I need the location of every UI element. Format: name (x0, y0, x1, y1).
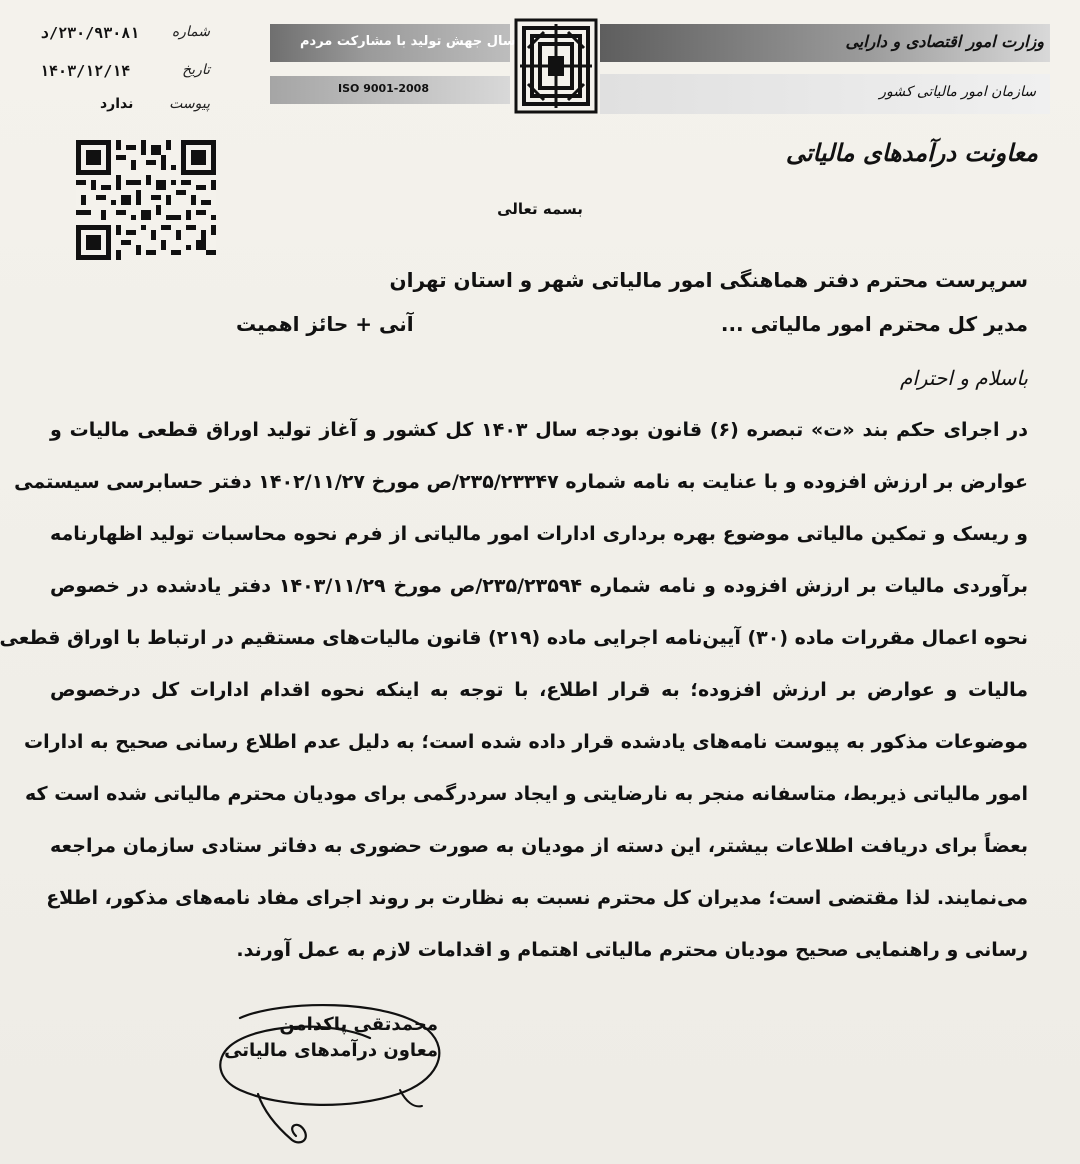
signatory-name: محمدتقی پاکدامن (279, 1014, 438, 1035)
basmala: بسمه تعالی (497, 200, 583, 218)
attachment-value: ندارد (100, 96, 134, 112)
body-line: و ریسک و تمکین مالیاتی موضوع بهره برداری ادارات امور مالیاتی از فرم نحوه محاسبات تولید اظهارنامه (50, 523, 1028, 545)
recipient-primary: سرپرست محترم دفتر هماهنگی امور مالیاتی شهر و استان تهران (389, 268, 1028, 292)
recipient-secondary: مدیر کل محترم امور مالیاتی ... (720, 312, 1028, 336)
body-line: نحوه اعمال مقررات ماده (۳۰) آیین‌نامه اجرایی ماده (۲۱۹) قانون مالیات‌های مستقیم در ارتباط با اوراق قطعی (0, 627, 1028, 649)
slogan-text: سال جهش تولید با مشارکت مردم (300, 34, 516, 49)
ministry-name: وزارت امور اقتصادی و دارایی (845, 32, 1044, 51)
body-line: برآوردی مالیات بر ارزش افزوده و نامه شماره ۲۳۵/۲۳۵۹۴/ص مورخ ۱۴۰۳/۱۱/۲۹ دفتر یادشده در خصوص (50, 575, 1028, 597)
qr-code-icon (76, 140, 216, 260)
letter-attachment (100, 96, 210, 120)
letter-body (0, 404, 1028, 976)
date-value: ۱۴۰۳/۱۲/۱۴ (40, 62, 131, 80)
priority-note: آنی + حائز اهمیت (236, 312, 414, 336)
handwritten-signature-icon (200, 990, 460, 1150)
tax-organization-logo-icon (514, 18, 598, 114)
body-line: رسانی و راهنمایی صحیح مودیان محترم مالیاتی اهتمام و اقدامات لازم به عمل آورند. (236, 939, 1028, 961)
number-value: ۲۳۰/۹۳۰۸۱/د (40, 24, 140, 42)
body-line: امور مالیاتی ذیربط، متاسفانه منجر به نارضایتی و ایجاد سردرگمی برای مودیان محترم مالیاتی شده است که (25, 783, 1028, 805)
letter-date (40, 62, 210, 86)
salutation: باسلام و احترام (899, 366, 1028, 390)
body-line: می‌نمایند. لذا مقتضی است؛ مدیران کل محترم نسبت به نظارت بر روند اجرای مفاد نامه‌های مذکور، اطلاع (46, 887, 1028, 909)
body-line: مالیات و عوارض بر ارزش افزوده؛ به قرار اطلاع، با توجه به اینکه نحوه اقدام ادارات کل درخصوص (50, 679, 1028, 701)
letter-number (40, 24, 210, 48)
attachment-label: پیوست (169, 96, 210, 112)
date-label: تاریخ (182, 62, 210, 78)
deputy-title: معاونت درآمدهای مالیاتی (785, 138, 1038, 167)
organization-name: سازمان امور مالیاتی کشور (879, 84, 1036, 100)
body-line: بعضاً برای دریافت اطلاعات بیشتر، این دسته از مودیان به صورت حضوری به دفاتر ستادی سازمان مراجعه (50, 835, 1028, 857)
body-line: موضوعات مذکور به پیوست نامه‌های یادشده قرار داده شده است؛ به دلیل عدم اطلاع رسانی صحیح به ادارات (24, 731, 1028, 753)
signatory-role: معاون درآمدهای مالیاتی (224, 1040, 438, 1061)
body-line: عوارض بر ارزش افزوده و با عنایت به نامه شماره ۲۳۵/۲۳۳۴۷/ص مورخ ۱۴۰۲/۱۱/۲۷ دفتر حسابرسی سیستمی (14, 471, 1028, 493)
body-line: در اجرای حکم بند «ت» تبصره (۶) قانون بودجه سال ۱۴۰۳ کل کشور و آغاز تولید اوراق قطعی مالیات و (50, 419, 1028, 441)
number-label: شماره (171, 24, 210, 40)
iso-text: ISO 9001-2008 (338, 82, 429, 95)
